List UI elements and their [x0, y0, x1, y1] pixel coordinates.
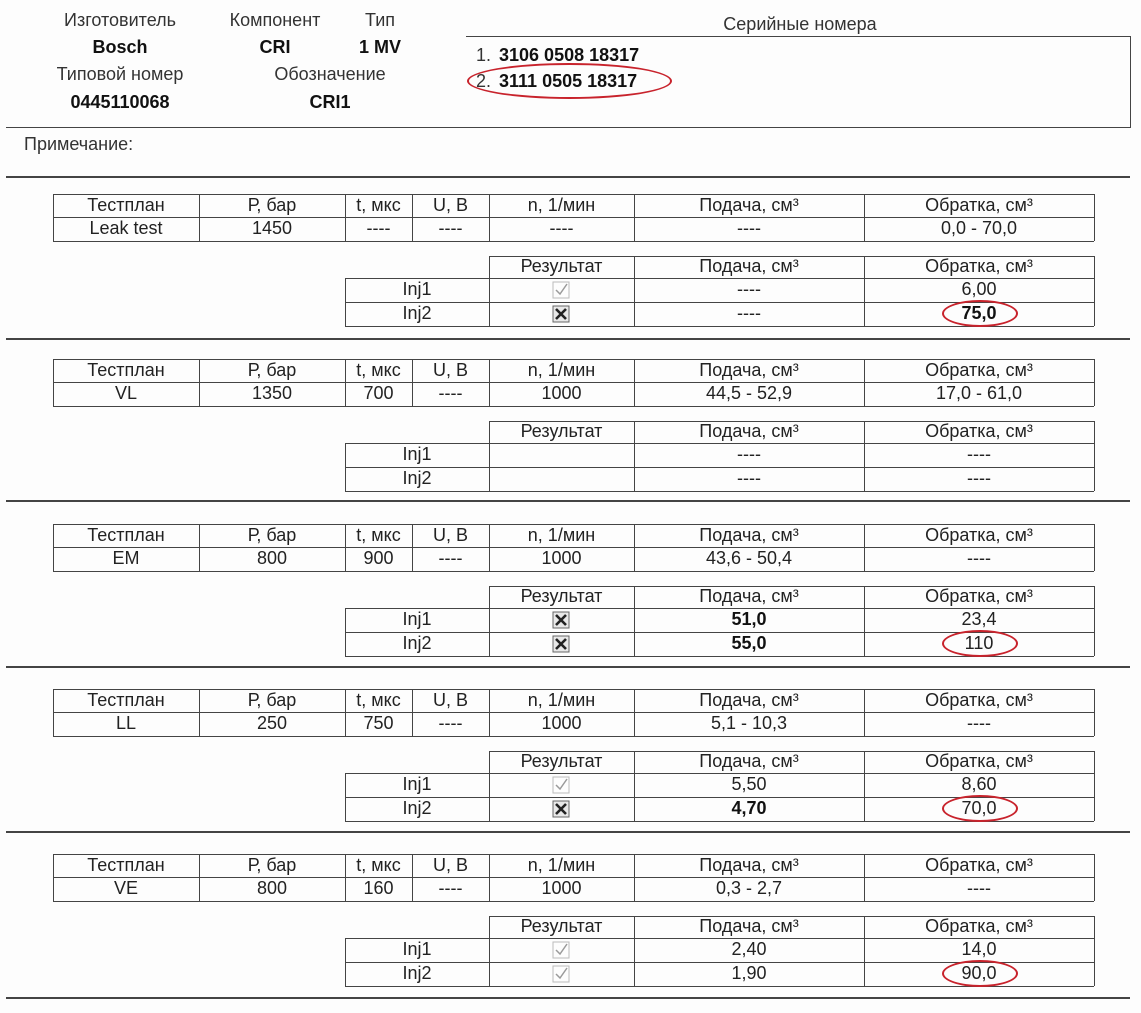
grid-line: [1094, 524, 1095, 571]
cross-icon: [552, 635, 570, 653]
grid-line: [6, 500, 1130, 502]
serial-1-value: 3106 0508 18317: [499, 45, 640, 65]
result-return: 8,60: [961, 773, 997, 794]
col-header-time: t, мкс: [356, 854, 401, 875]
result-return: 14,0: [961, 938, 997, 959]
grid-line: [345, 491, 1094, 492]
col-header-result: Результат: [520, 420, 603, 441]
col-header-delivery: Подача, см³: [699, 585, 799, 606]
value-plan: VE: [113, 877, 138, 898]
result-delivery: 1,90: [731, 962, 767, 983]
value-return: 17,0 - 61,0: [935, 382, 1023, 403]
component-label: Компонент: [229, 10, 321, 30]
component-value: CRI: [259, 37, 291, 57]
col-header-return: Обратка, см³: [925, 359, 1033, 380]
grid-line: [1094, 689, 1095, 736]
value-pressure: 1350: [251, 382, 293, 403]
injector-label: Inj2: [402, 302, 432, 323]
value-time: 750: [363, 712, 394, 733]
designation-label: Обозначение: [274, 64, 386, 84]
result-return: ----: [967, 467, 991, 488]
check-icon: [552, 776, 570, 794]
value-delivery: ----: [737, 217, 761, 238]
col-header-pressure: Р, бар: [247, 359, 297, 380]
value-pressure: 800: [256, 877, 288, 898]
col-header-result: Результат: [520, 585, 603, 606]
col-header-plan: Тестплан: [87, 689, 165, 710]
cross-icon: [552, 305, 570, 323]
injector-label: Inj2: [402, 962, 432, 983]
grid-line: [1094, 256, 1095, 326]
check-icon: [552, 941, 570, 959]
injector-label: Inj2: [402, 467, 432, 488]
result-delivery: 55,0: [731, 632, 767, 653]
value-pressure: 800: [256, 547, 288, 568]
col-header-plan: Тестплан: [87, 854, 165, 875]
value-time: 700: [363, 382, 394, 403]
col-header-delivery: Подача, см³: [699, 420, 799, 441]
col-header-delivery: Подача, см³: [699, 255, 799, 276]
col-header-delivery: Подача, см³: [699, 524, 799, 545]
col-header-return: Обратка, см³: [925, 915, 1033, 936]
col-header-voltage: U, В: [432, 854, 468, 875]
injector-label: Inj1: [402, 278, 432, 299]
col-header-speed: n, 1/мин: [527, 359, 596, 380]
manufacturer-value: Bosch: [92, 37, 148, 57]
col-header-voltage: U, В: [432, 524, 468, 545]
result-delivery: ----: [737, 302, 761, 323]
col-header-speed: n, 1/мин: [527, 689, 596, 710]
col-header-delivery: Подача, см³: [699, 194, 799, 215]
grid-line: [53, 571, 1094, 572]
value-time: 160: [363, 877, 394, 898]
value-time: 900: [363, 547, 394, 568]
value-return: ----: [967, 547, 991, 568]
highlight-ring: [942, 960, 1018, 987]
col-header-time: t, мкс: [356, 689, 401, 710]
grid-line: [1094, 916, 1095, 986]
type-number-value: 0445110068: [70, 92, 170, 112]
check-icon: [552, 965, 570, 983]
col-header-plan: Тестплан: [87, 359, 165, 380]
col-header-return: Обратка, см³: [925, 750, 1033, 771]
cross-icon: [552, 800, 570, 818]
grid-line: [6, 997, 1130, 999]
col-header-delivery: Подача, см³: [699, 750, 799, 771]
grid-line: [53, 901, 1094, 902]
value-delivery: 44,5 - 52,9: [705, 382, 793, 403]
result-return: 75,0: [961, 302, 997, 323]
grid-line: [1094, 751, 1095, 821]
value-return: 0,0 - 70,0: [940, 217, 1018, 238]
result-delivery: ----: [737, 443, 761, 464]
value-return: ----: [967, 877, 991, 898]
result-delivery: 51,0: [731, 608, 767, 629]
type-value: 1 MV: [358, 37, 401, 57]
serial-2-value: 3111 0505 18317: [499, 71, 638, 91]
grid-line: [6, 666, 1130, 668]
value-voltage: ----: [438, 382, 463, 403]
col-header-return: Обратка, см³: [925, 194, 1033, 215]
injector-label: Inj1: [402, 938, 432, 959]
cross-icon: [552, 611, 570, 629]
grid-line: [1094, 854, 1095, 901]
value-voltage: ----: [438, 547, 463, 568]
result-return: 6,00: [961, 278, 997, 299]
col-header-delivery: Подача, см³: [699, 915, 799, 936]
col-header-voltage: U, В: [432, 359, 468, 380]
result-delivery: ----: [737, 467, 761, 488]
value-delivery: 5,1 - 10,3: [710, 712, 788, 733]
highlight-ring: [942, 630, 1018, 657]
type-number-label: Типовой номер: [56, 64, 184, 84]
serial-2-num: 2.: [476, 71, 492, 91]
col-header-pressure: Р, бар: [247, 854, 297, 875]
result-return: 23,4: [961, 608, 997, 629]
grid-line: [53, 241, 1094, 242]
value-voltage: ----: [438, 712, 463, 733]
manufacturer-label: Изготовитель: [64, 10, 176, 30]
injector-label: Inj2: [402, 632, 432, 653]
value-voltage: ----: [438, 877, 463, 898]
result-delivery: 5,50: [731, 773, 767, 794]
col-header-voltage: U, В: [432, 689, 468, 710]
col-header-plan: Тестплан: [87, 194, 165, 215]
value-plan: EM: [112, 547, 140, 568]
col-header-pressure: Р, бар: [247, 689, 297, 710]
check-icon: [552, 281, 570, 299]
col-header-speed: n, 1/мин: [527, 854, 596, 875]
result-return: 90,0: [961, 962, 997, 983]
value-speed: ----: [549, 217, 574, 238]
result-delivery: ----: [737, 278, 761, 299]
col-header-return: Обратка, см³: [925, 689, 1033, 710]
col-header-delivery: Подача, см³: [699, 854, 799, 875]
col-header-return: Обратка, см³: [925, 420, 1033, 441]
value-speed: 1000: [541, 547, 582, 568]
injector-label: Inj1: [402, 608, 432, 629]
value-speed: 1000: [541, 382, 582, 403]
col-header-delivery: Подача, см³: [699, 359, 799, 380]
value-plan: VL: [114, 382, 138, 403]
result-return: 70,0: [961, 797, 997, 818]
injector-label: Inj1: [402, 773, 432, 794]
grid-line: [1094, 359, 1095, 406]
grid-line: [53, 406, 1094, 407]
col-header-return: Обратка, см³: [925, 585, 1033, 606]
grid-line: [6, 831, 1130, 833]
note-label: Примечание:: [24, 134, 134, 154]
col-header-time: t, мкс: [356, 359, 401, 380]
value-plan: Leak test: [89, 217, 163, 238]
grid-line: [1094, 194, 1095, 241]
col-header-delivery: Подача, см³: [699, 689, 799, 710]
value-voltage: ----: [438, 217, 463, 238]
grid-line: [6, 338, 1130, 340]
col-header-return: Обратка, см³: [925, 524, 1033, 545]
result-delivery: 2,40: [731, 938, 767, 959]
value-speed: 1000: [541, 877, 582, 898]
injector-label: Inj2: [402, 797, 432, 818]
value-plan: LL: [115, 712, 137, 733]
col-header-pressure: Р, бар: [247, 524, 297, 545]
col-header-return: Обратка, см³: [925, 255, 1033, 276]
type-label: Тип: [364, 10, 395, 30]
col-header-result: Результат: [520, 255, 603, 276]
injector-label: Inj1: [402, 443, 432, 464]
value-delivery: 0,3 - 2,7: [715, 877, 783, 898]
grid-line: [1094, 586, 1095, 656]
col-header-speed: n, 1/мин: [527, 194, 596, 215]
col-header-time: t, мкс: [356, 194, 401, 215]
value-pressure: 250: [256, 712, 288, 733]
col-header-time: t, мкс: [356, 524, 401, 545]
col-header-speed: n, 1/мин: [527, 524, 596, 545]
col-header-voltage: U, В: [432, 194, 468, 215]
serial-1-num: 1.: [476, 45, 492, 65]
serial-2-ring: [467, 63, 672, 99]
result-return: ----: [967, 443, 991, 464]
value-return: ----: [967, 712, 991, 733]
col-header-result: Результат: [520, 915, 603, 936]
value-pressure: 1450: [251, 217, 293, 238]
value-speed: 1000: [541, 712, 582, 733]
col-header-plan: Тестплан: [87, 524, 165, 545]
col-header-result: Результат: [520, 750, 603, 771]
grid-line: [1094, 421, 1095, 491]
result-delivery: 4,70: [731, 797, 767, 818]
result-return: 110: [964, 632, 994, 653]
value-time: ----: [366, 217, 391, 238]
col-header-pressure: Р, бар: [247, 194, 297, 215]
highlight-ring: [942, 300, 1018, 327]
serials-title: Серийные номера: [723, 14, 877, 34]
highlight-ring: [942, 795, 1018, 822]
grid-line: [53, 736, 1094, 737]
designation-value: CRI1: [309, 92, 351, 112]
value-delivery: 43,6 - 50,4: [705, 547, 793, 568]
col-header-return: Обратка, см³: [925, 854, 1033, 875]
